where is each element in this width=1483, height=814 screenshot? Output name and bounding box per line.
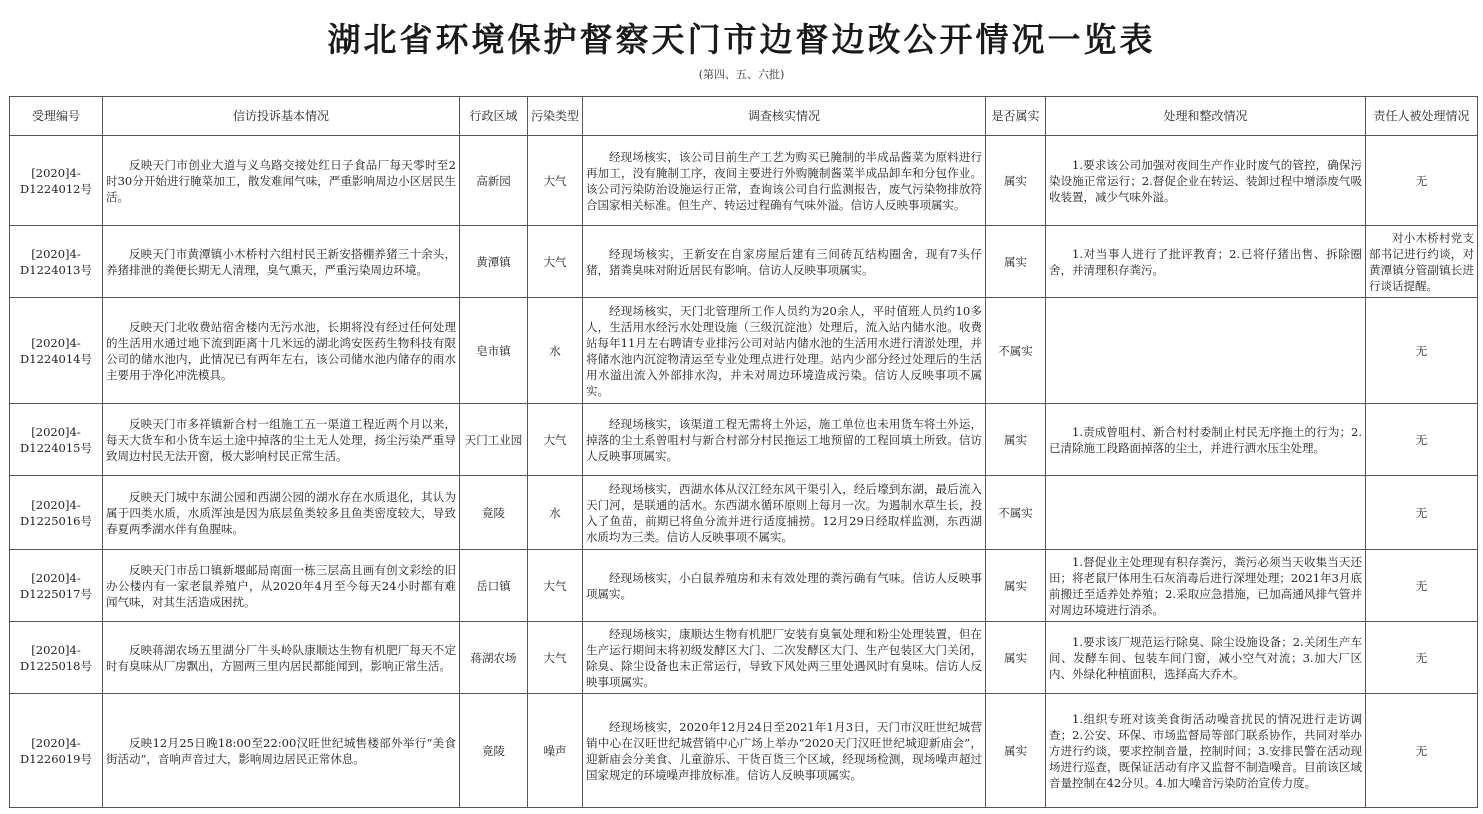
table-row [10, 550, 1478, 622]
table-row [10, 476, 1478, 550]
rectification-text [1046, 298, 1366, 404]
rectification-text: 1.要求该厂规范运行除臭、除尘设施设备；2.关闭生产车间、发酵车间、包装车间门窗，减小空气对流；3.加大厂区内、外绿化种植面积，选择高大乔木。 [1046, 622, 1366, 694]
region-cell: 竟陵 [460, 694, 528, 808]
case-id: [2020]4-D1225017号 [10, 550, 103, 622]
region-cell: 皂市镇 [460, 298, 528, 404]
verified-cell: 不属实 [986, 476, 1046, 550]
header-accountability: 责任人被处理情况 [1366, 97, 1478, 136]
investigation-text: 经现场核实，天门北管理所工作人员约为20余人，平时值班人员约10多人，生活用水经污水处理设施（三级沉淀池）处理后，流入站内储水池。收费站每年11月左右聘请专业排污公司对站内储水池的生活用水进行清淤处理，并将储水池内沉淀物清运至专业处理点进行处理。站内少部分经过处理后的生活用水溢出流入外部排水沟，并未对周边环境造成污染。信访人反映事项不属实。 [583, 298, 986, 404]
verified-cell: 属实 [986, 550, 1046, 622]
pollution-type-cell: 大气 [528, 404, 583, 476]
header-investigation: 调查核实情况 [583, 97, 986, 136]
investigation-text: 经现场核实，王新安在自家房屋后建有三间砖瓦结构圈舍，现有7头仔猪，猪粪臭味对附近居民有影响。信访人反映事项属实。 [583, 226, 986, 298]
pollution-type-cell: 水 [528, 476, 583, 550]
investigation-text: 经现场核实，2020年12月24日至2021年1月3日，天门市汉旺世纪城营销中心在汉旺世纪城营销中心广场上举办“2020天门汉旺世纪城迎新庙会”，迎新庙会分美食、儿童游乐、干货百货三个区域，经现场检测，现场噪声超过国家规定的环境噪声排放标准。信访人反映事项属实。 [583, 694, 986, 808]
complaint-text: 反映12月25日晚18:00至22:00汉旺世纪城售楼部外举行“美食街活动”，音响声音过大，影响周边居民正常休息。 [103, 694, 460, 808]
verified-cell: 属实 [986, 226, 1046, 298]
rectification-text: 1.督促业主处理现有积存粪污，粪污必须当天收集当天还田；将老鼠尸体用生石灰消毒后进行深埋处理；2021年3月底前搬迁至适养处养殖；2.采取应急措施，已加高通风排气管并对周边环境进行消杀。 [1046, 550, 1366, 622]
region-cell: 黄潭镇 [460, 226, 528, 298]
accountability-cell: 无 [1366, 694, 1478, 808]
header-region: 行政区域 [460, 97, 528, 136]
complaint-text: 反映天门市岳口镇新堰邮局南面一栋三层高且画有创文彩绘的旧办公楼内有一家老鼠养殖户，从2020年4月至今每天24小时都有难闻气味，对其生活造成困扰。 [103, 550, 460, 622]
investigation-text: 经现场核实，该渠道工程无需将土外运，施工单位也未用货车将土外运，掉落的尘土系曾咀村与新合村部分村民拖运工地预留的工程回填土所致。信访人反映事项属实。 [583, 404, 986, 476]
investigation-text: 经现场核实，康顺达生物有机肥厂安装有臭氧处理和粉尘处理装置，但在生产运行期间未将初级发酵区大门、二次发酵区大门、生产包装区大门关闭，除臭、除尘设备也未正常运行，导致下风处两三里处遇风时有臭味。信访人反映事项属实。 [583, 622, 986, 694]
complaint-text: 反映天门市黄潭镇小木桥村六组村民王新安搭棚养猪三十余头，养猪排泄的粪便长期无人清理，臭气熏天，严重污染周边环境。 [103, 226, 460, 298]
accountability-cell: 无 [1366, 404, 1478, 476]
case-id: [2020]4-D1224012号 [10, 136, 103, 226]
verified-cell: 不属实 [986, 298, 1046, 404]
verified-cell: 属实 [986, 694, 1046, 808]
rectification-text: 1.组织专班对该美食街活动噪音扰民的情况进行走访调查；2.公安、环保、市场监督局等部门联系协作，共同对举办方进行约谈，要求控制音量，控制时间；3.安排民警在活动现场进行巡查，既保证活动有序又监督不制造噪音。目前该区域音量控制在42分贝。4.加大噪音污染防治宣传力度。 [1046, 694, 1366, 808]
investigation-text: 经现场核实，西湖水体从汉江经东风干渠引入，经后壕到东湖，最后流入天门河，是联通的活水。东西湖水循环原则上每月一次。为遏制水草生长，投入了鱼苗，前期已将鱼分流并进行适度捕捞。12月29日经取样监测，东西湖水质均为三类。信访人反映事项不属实。 [583, 476, 986, 550]
case-id: [2020]4-D1224015号 [10, 404, 103, 476]
pollution-type-cell: 水 [528, 298, 583, 404]
investigation-text: 经现场核实，该公司目前生产工艺为购买已腌制的半成品酱菜为原料进行再加工，没有腌制工序，夜间主要进行外购腌制酱菜半成品卸车和分包作业。该公司污染防治设施运行正常，查询该公司自行监测报告，废气污染物排放符合国家相关标准。但生产、转运过程确有气味外溢。信访人反映事项属实。 [583, 136, 986, 226]
region-cell: 蒋湖农场 [460, 622, 528, 694]
header-verified: 是否属实 [986, 97, 1046, 136]
table-row [10, 622, 1478, 694]
rectification-text: 1.责成曾咀村、新合村村委制止村民无序拖土的行为；2.已清除施工段路面掉落的尘土，并进行洒水压尘处理。 [1046, 404, 1366, 476]
region-cell: 岳口镇 [460, 550, 528, 622]
complaint-text: 反映天门市多祥镇新合村一组施工五一渠道工程近两个月以来，每天大货车和小货车运土途中掉落的尘土无人处理，扬尘污染严重导致周边村民无法开窗，极大影响村民正常生活。 [103, 404, 460, 476]
region-cell: 竟陵 [460, 476, 528, 550]
table-row [10, 136, 1478, 226]
region-cell: 天门工业园 [460, 404, 528, 476]
table-row [10, 226, 1478, 298]
complaint-text: 反映天门市创业大道与义乌路交接处红日子食品厂每天零时至2时30分开始进行腌菜加工，散发难闻气味，严重影响周边小区居民生活。 [103, 136, 460, 226]
page-subtitle: (第四、五、六批) [698, 68, 785, 81]
accountability-cell: 无 [1366, 136, 1478, 226]
accountability-cell: 无 [1366, 550, 1478, 622]
accountability-cell: 无 [1366, 476, 1478, 550]
case-id: [2020]4-D1224014号 [10, 298, 103, 404]
table-header-row [10, 97, 1478, 136]
complaint-text: 反映蒋湖农场五里湖分厂牛头岭队康顺达生物有机肥厂每天不定时有臭味从厂房飘出，方圆两三里内居民都能闻到，影响正常生活。 [103, 622, 460, 694]
accountability-cell: 无 [1366, 622, 1478, 694]
accountability-cell: 无 [1366, 298, 1478, 404]
rectification-text: 1.对当事人进行了批评教育；2.已将仔猪出售、拆除圈舍，并清理积存粪污。 [1046, 226, 1366, 298]
case-id: [2020]4-D1226019号 [10, 694, 103, 808]
pollution-type-cell: 噪声 [528, 694, 583, 808]
table-row [10, 298, 1478, 404]
rectification-text: 1.要求该公司加强对夜间生产作业时废气的管控，确保污染设施正常运行；2.督促企业在转运、装卸过程中增添废气吸收装置，减少气味外溢。 [1046, 136, 1366, 226]
pollution-type-cell: 大气 [528, 226, 583, 298]
verified-cell: 属实 [986, 622, 1046, 694]
case-id: [2020]4-D1224013号 [10, 226, 103, 298]
verified-cell: 属实 [986, 136, 1046, 226]
complaint-text: 反映天门北收费站宿舍楼内无污水池，长期将没有经过任何处理的生活用水通过地下流到距离十几米远的湖北鸿安医药生物科技有限公司的储水池内，此情况已有两年左右，该公司储水池内储存的雨水主要用于净化冲洗模具。 [103, 298, 460, 404]
page-title: 湖北省环境保护督察天门市边督边改公开情况一览表 [327, 20, 1156, 59]
case-id: [2020]4-D1225016号 [10, 476, 103, 550]
disclosure-table [9, 96, 1478, 808]
header-rectification: 处理和整改情况 [1046, 97, 1366, 136]
header-type: 污染类型 [528, 97, 583, 136]
table-row [10, 404, 1478, 476]
complaint-text: 反映天门城中东湖公园和西湖公园的湖水存在水质退化，其认为属于四类水质，水质浑浊是因为底层鱼类较多且鱼类密度较大，导致春夏两季湖水伴有鱼腥味。 [103, 476, 460, 550]
pollution-type-cell: 大气 [528, 550, 583, 622]
investigation-text: 经现场核实，小白鼠养殖房和未有效处理的粪污确有气味。信访人反映事项属实。 [583, 550, 986, 622]
header-id: 受理编号 [10, 97, 103, 136]
region-cell: 高新园 [460, 136, 528, 226]
pollution-type-cell: 大气 [528, 622, 583, 694]
header-complaint: 信访投诉基本情况 [103, 97, 460, 136]
table-row [10, 694, 1478, 808]
rectification-text [1046, 476, 1366, 550]
verified-cell: 属实 [986, 404, 1046, 476]
accountability-cell: 对小木桥村党支部书记进行约谈，对黄潭镇分管副镇长进行谈话提醒。 [1366, 226, 1478, 298]
pollution-type-cell: 大气 [528, 136, 583, 226]
case-id: [2020]4-D1225018号 [10, 622, 103, 694]
